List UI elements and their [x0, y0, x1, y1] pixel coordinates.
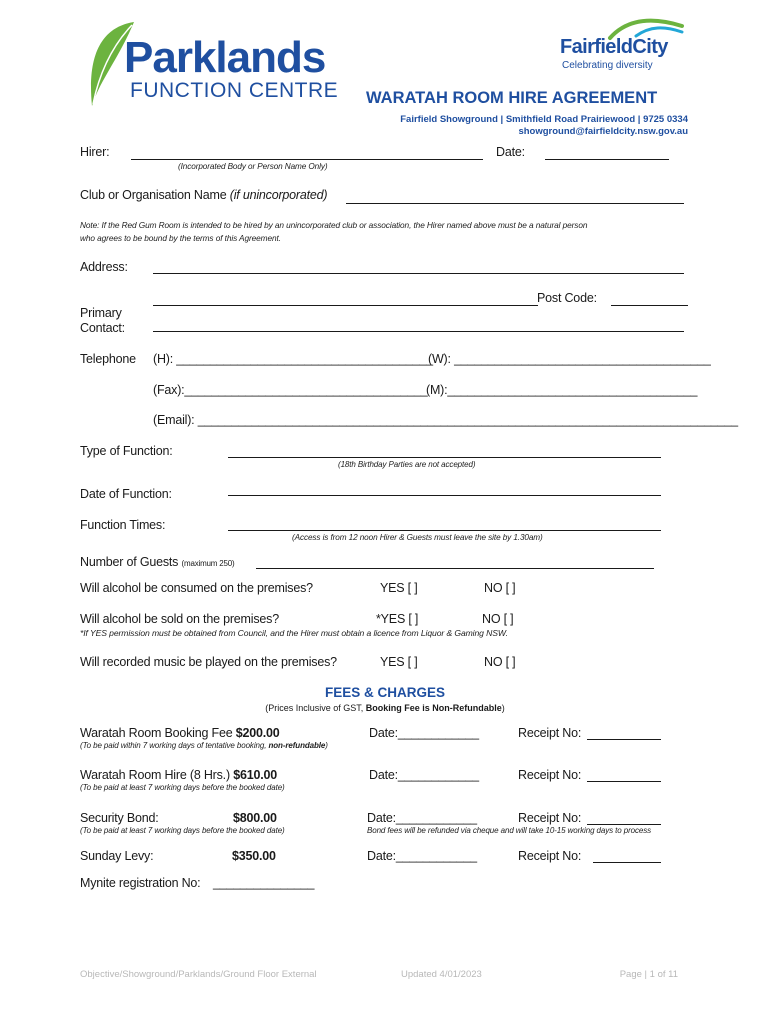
sunday-levy-amount: $350.00 [232, 849, 276, 863]
sunday-levy-date-field[interactable]: Date:____________ [367, 849, 477, 863]
booking-fee-amount: $200.00 [235, 726, 280, 740]
club-field[interactable] [346, 203, 684, 204]
work-phone-field[interactable]: (W): ______________________________________ [428, 352, 711, 366]
function-times-label: Function Times: [80, 518, 166, 532]
date-label: Date: [496, 145, 525, 159]
guests-label [80, 555, 234, 569]
mobile-field[interactable]: (M):_____________________________________ [426, 383, 698, 397]
alcohol-consumed-yes[interactable]: YES [ ] [380, 581, 418, 595]
fees-subheading-bold: Booking Fee is Non-Refundable [365, 703, 502, 713]
unincorporated-note: Note: If the Red Gum Room is intended to be hired by an unincorporated club or association, the Hirer named above must be a natural person [80, 220, 588, 230]
sunday-levy-receipt-label: Receipt No: [518, 849, 582, 863]
address-label: Address: [80, 260, 128, 274]
type-of-function-hint: (18th Birthday Parties are not accepted) [338, 460, 476, 469]
club-label-text: Club or Organisation Name [80, 188, 230, 202]
booking-fee-hint-text: (To be paid within 7 working days of tentative booking, [80, 741, 269, 750]
hirer-field[interactable] [131, 159, 483, 160]
room-hire-receipt-label: Receipt No: [518, 768, 582, 782]
primary-contact-field[interactable] [153, 331, 684, 332]
date-of-function-label: Date of Function: [80, 487, 172, 501]
hirer-label: Hirer: [80, 145, 110, 159]
type-of-function-label: Type of Function: [80, 444, 173, 458]
date-field[interactable] [545, 159, 669, 160]
security-bond-amount: $800.00 [233, 811, 277, 825]
email-field[interactable]: (Email): ________________________________________________________________________________ [153, 413, 738, 427]
post-code-field[interactable] [611, 305, 688, 306]
fax-field[interactable]: (Fax):____________________________________ [153, 383, 428, 397]
unincorporated-note-line2: who agrees to be bound by the terms of this Agreement. [80, 233, 281, 243]
footer-updated: Updated 4/01/2023 [401, 969, 482, 980]
room-hire-amount: $610.00 [233, 768, 277, 782]
primary-contact-label-2: Contact: [80, 321, 125, 335]
address-field-2[interactable] [153, 305, 538, 306]
address-field-1[interactable] [153, 273, 684, 274]
music-question: Will recorded music be played on the premises? [80, 655, 337, 669]
room-hire-receipt-field[interactable] [587, 781, 661, 782]
alcohol-sold-question: Will alcohol be sold on the premises? [80, 612, 279, 626]
security-bond-hint: (To be paid at least 7 working days before the booked date) [80, 826, 285, 835]
room-hire-text: Waratah Room Hire (8 Hrs.) [80, 768, 234, 782]
footer-path: Objective/Showground/Parklands/Ground Floor External [80, 969, 317, 980]
booking-fee-receipt-label: Receipt No: [518, 726, 582, 740]
contact-email: showground@fairfieldcity.nsw.gov.au [518, 126, 688, 137]
alcohol-consumed-no[interactable]: NO [ ] [484, 581, 516, 595]
post-code-label: Post Code: [537, 291, 597, 305]
sunday-levy-receipt-field[interactable] [593, 862, 661, 863]
booking-fee-hint-end: ) [325, 741, 328, 750]
date-of-function-field[interactable] [228, 495, 661, 496]
music-no[interactable]: NO [ ] [484, 655, 516, 669]
security-bond-date-field[interactable]: Date:____________ [367, 811, 477, 825]
fees-subheading-pre: (Prices Inclusive of GST, [265, 703, 366, 713]
logo-sub-text: FUNCTION CENTRE [130, 79, 339, 102]
logo-main-text: Parklands [124, 33, 326, 82]
alcohol-sold-no[interactable]: NO [ ] [482, 612, 514, 626]
fees-subheading [0, 703, 770, 713]
music-yes[interactable]: YES [ ] [380, 655, 418, 669]
mynite-label: Mynite registration No: [80, 876, 201, 890]
booking-fee-label [80, 726, 280, 740]
primary-contact-label: Primary [80, 306, 122, 320]
booking-fee-text: Waratah Room Booking Fee [80, 726, 236, 740]
booking-fee-hint-bold: non-refundable [268, 741, 326, 750]
fees-subheading-post: ) [501, 703, 505, 713]
fairfield-tagline: Celebrating diversity [562, 60, 653, 71]
fairfield-logo-text: FairfieldCity [560, 36, 668, 58]
hirer-hint: (Incorporated Body or Person Name Only) [178, 162, 328, 171]
type-of-function-field[interactable] [228, 457, 661, 458]
guests-field[interactable] [256, 568, 654, 569]
function-times-hint: (Access is from 12 noon Hirer & Guests must leave the site by 1.30am) [292, 533, 543, 542]
room-hire-hint: (To be paid at least 7 working days before the booked date) [80, 783, 285, 792]
guests-label-text: Number of Guests [80, 555, 179, 569]
contact-address-line: Fairfield Showground | Smithfield Road Prairiewood | 9725 0334 [400, 114, 688, 125]
booking-fee-receipt-field[interactable] [587, 739, 661, 740]
booking-fee-date-field[interactable]: Date:____________ [369, 726, 479, 740]
licence-note: *If YES permission must be obtained from Council, and the Hirer must obtain a licence from Liquor & Gaming NSW. [80, 628, 508, 638]
telephone-label: Telephone [80, 352, 136, 366]
footer-page-number: Page | 1 of 11 [619, 969, 678, 980]
security-bond-label: Security Bond: [80, 811, 159, 825]
security-bond-receipt-field[interactable] [587, 824, 661, 825]
mynite-field[interactable]: _______________ [213, 876, 315, 890]
room-hire-label [80, 768, 277, 782]
club-label-italic: (if unincorporated) [229, 188, 328, 202]
sunday-levy-label: Sunday Levy: [80, 849, 154, 863]
alcohol-consumed-question: Will alcohol be consumed on the premises? [80, 581, 313, 595]
guests-max-hint: (maximum 250) [181, 559, 235, 568]
booking-fee-hint [80, 741, 328, 750]
security-bond-receipt-label: Receipt No: [518, 811, 582, 825]
function-times-field[interactable] [228, 530, 661, 531]
room-hire-date-field[interactable]: Date:____________ [369, 768, 479, 782]
fairfield-logo [558, 16, 688, 76]
parklands-logo [78, 20, 348, 110]
fees-heading: FEES & CHARGES [324, 685, 446, 700]
home-phone-field[interactable]: (H): ______________________________________ [153, 352, 433, 366]
club-label [80, 188, 327, 202]
alcohol-sold-yes[interactable]: *YES [ ] [376, 612, 419, 626]
bond-refund-note: Bond fees will be refunded via cheque and will take 10-15 working days to process [367, 826, 652, 835]
page-title: WARATAH ROOM HIRE AGREEMENT [366, 89, 658, 107]
